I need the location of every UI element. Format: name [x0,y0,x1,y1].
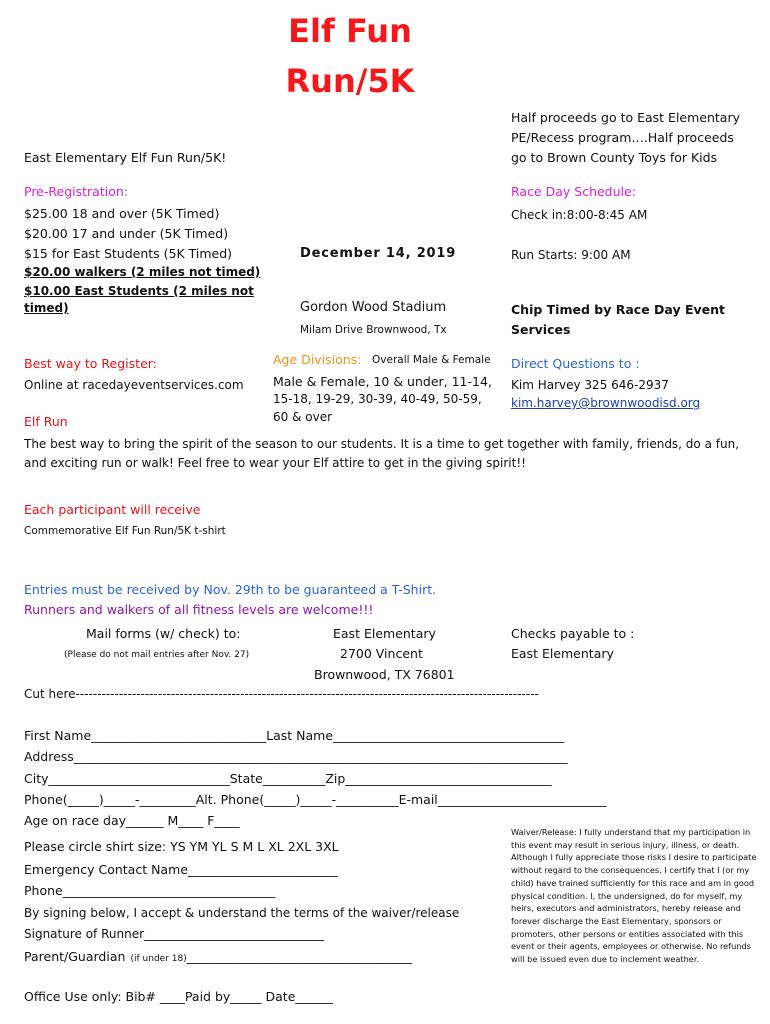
page-title-line2: Run/5K [285,62,415,100]
elf-run-text-line2: and exciting run or walk! Feel free to wear your Elf attire to get in the giving spirit!! [24,456,526,470]
price-east-walkers-cont: timed) [24,301,69,315]
page-title-line1: Elf Fun [288,12,412,50]
race-day-start: Run Starts: 9:00 AM [511,248,631,262]
price-east-students: $15 for East Students (5K Timed) [24,246,233,261]
elf-run-heading: Elf Run [24,414,68,429]
price-walkers: $20.00 walkers (2 miles not timed) [24,265,261,279]
questions-heading: Direct Questions to : [511,356,640,371]
proceeds-line2: PE/Recess program….Half proceeds [511,130,734,145]
event-address: Milam Drive Brownwood, Tx [300,324,447,336]
chip-timed-line2: Services [511,322,571,337]
proceeds-line3: go to Brown County Toys for Kids [511,150,718,165]
event-date: December 14, 2019 [300,246,457,261]
field-emergency-phone[interactable]: Phone__________________________________ [24,883,276,898]
participant-heading: Each participant will receive [24,502,201,517]
race-day-heading: Race Day Schedule: [511,184,636,199]
mail-note: (Please do not mail entries after Nov. 27) [64,650,250,660]
questions-contact: Kim Harvey 325 646-2937 [511,378,669,392]
parent-line: ____________________________________ [186,949,412,964]
race-day-checkin: Check in:8:00-8:45 AM [511,208,648,222]
register-text: Online at racedayeventservices.com [24,378,244,392]
chip-timed-line1: Chip Timed by Race Day Event [511,302,725,317]
price-youth: $20.00 17 and under (5K Timed) [24,226,229,241]
participant-text: Commemorative Elf Fun Run/5K t-shirt [24,525,226,537]
age-divisions-line1: Male & Female, 10 & under, 11-14, [273,374,492,389]
age-divisions-heading: Age Divisions: [273,352,362,367]
field-age-gender[interactable]: Age on race day______ M____ F____ [24,813,240,828]
age-divisions-overall: Overall Male & Female [372,354,491,366]
waiver-agreement-text: By signing below, I accept & understand the terms of the waiver/release [24,906,460,920]
entries-welcome: Runners and walkers of all fitness levels are welcome!!! [24,602,374,617]
field-emergency-contact[interactable]: Emergency Contact Name________________________ [24,862,338,877]
field-address[interactable]: Address_______________________________________________________________________________ [24,749,568,764]
mail-address-line1: East Elementary [333,626,436,641]
price-adult: $25.00 18 and over (5K Timed) [24,206,220,221]
field-name[interactable]: First Name____________________________Last Name_____________________________________ [24,728,565,743]
checks-payable-line1: Checks payable to : [511,626,635,641]
event-venue: Gordon Wood Stadium [300,300,447,315]
age-divisions-line3: 60 & over [273,410,333,424]
register-heading: Best way to Register: [24,356,157,371]
price-east-walkers: $10.00 East Students (2 miles not [24,284,254,298]
mail-heading: Mail forms (w/ check) to: [86,626,241,641]
mail-address-line2: 2700 Vincent [340,646,423,661]
age-divisions-line2: 15-18, 19-29, 30-39, 40-49, 50-59, [273,392,482,406]
parent-label: Parent/Guardian [24,949,126,964]
checks-payable-line2: East Elementary [511,646,614,661]
office-use-line: Office Use only: Bib# ____Paid by_____ Date______ [24,989,333,1004]
entries-deadline: Entries must be received by Nov. 29th to be guaranteed a T-Shirt. [24,582,437,597]
waiver-release-text: Waiver/Release: I fully understand that my participation in this event may result in serious injury, illness, or death. Although I fully appreciate those risks I desire to participate without regard to the consequences. I certify that I (or my child) have trained sufficiently for this race and am in good physical condition. I, the undersigned, do for myself, my heirs, executors and administrators, hereby release and forever discharge the East Elementary, sponsors or promoters, other persons or entities associated with this event or their agents, employees or otherwise. No refunds will be issued even due to inclement weather. [511,827,757,965]
field-phone-email[interactable]: Phone(_____)_____-_________Alt. Phone(_____)_____-__________E-mail___________________________ [24,792,607,807]
questions-email-link[interactable]: kim.harvey@brownwoodisd.org [511,396,701,410]
parent-note: (if under 18) [130,954,187,964]
intro-text: East Elementary Elf Fun Run/5K! [24,150,227,165]
mail-address-line3: Brownwood, TX 76801 [314,667,455,682]
proceeds-line1: Half proceeds go to East Elementary [511,110,740,125]
cut-here-line: Cut here----------------------------------------------------------------------------------------------------------- [24,687,539,701]
elf-run-text-line1: The best way to bring the spirit of the season to our students. It is a time to get together with family, friends, do a fun, [24,437,740,451]
field-signature-runner[interactable]: Signature of Runner______________________________ [24,927,325,941]
field-city-state-zip[interactable]: City_____________________________State__________Zip_________________________________ [24,771,552,786]
field-signature-parent[interactable] [24,946,412,965]
field-shirt-size[interactable]: Please circle shirt size: YS YM YL S M L XL 2XL 3XL [24,839,339,854]
preregistration-heading: Pre-Registration: [24,184,128,199]
